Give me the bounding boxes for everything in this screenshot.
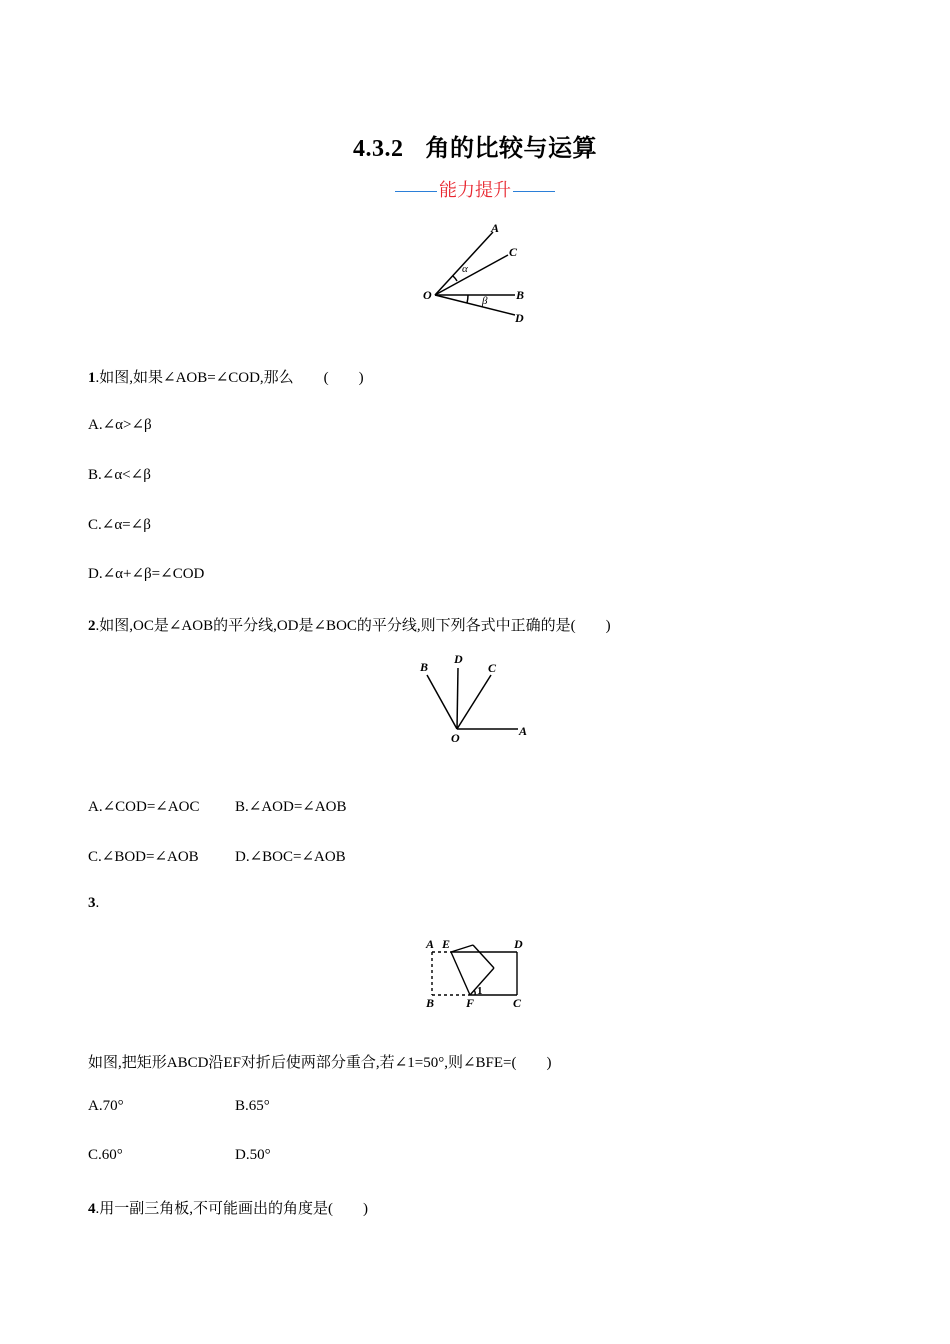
question-2-text: .如图,OC是∠AOB的平分线,OD是∠BOC的平分线,则下列各式中正确的是( ) bbox=[95, 618, 611, 634]
subtitle-right-rule bbox=[513, 191, 555, 192]
question-1-option-d: D.∠α+∠β=∠COD bbox=[88, 566, 205, 582]
question-1-text: .如图,如果∠AOB=∠COD,那么 ( ) bbox=[95, 370, 364, 386]
ray-OD bbox=[435, 295, 515, 315]
question-2-option-c: C.∠BOD=∠AOB bbox=[88, 849, 199, 865]
label-C: C bbox=[509, 245, 518, 259]
question-2-option-a: A.∠COD=∠AOC bbox=[88, 799, 200, 815]
label-B: B bbox=[516, 288, 525, 302]
ray-OC bbox=[435, 255, 508, 295]
label-A: A bbox=[491, 221, 500, 235]
subtitle-left-rule bbox=[395, 191, 437, 192]
label-beta: β bbox=[482, 295, 488, 307]
section-title: 角的比较与运算 bbox=[425, 134, 597, 162]
question-1-option-a: A.∠α>∠β bbox=[88, 417, 152, 433]
label-D: D bbox=[514, 937, 523, 951]
question-2-option-d: D.∠BOC=∠AOB bbox=[235, 849, 346, 865]
subtitle-text: 能力提升 bbox=[439, 180, 511, 201]
label-F: F bbox=[466, 996, 475, 1010]
question-2-option-b: B.∠AOD=∠AOB bbox=[235, 799, 347, 815]
ray-OC bbox=[457, 675, 491, 729]
label-C: C bbox=[513, 996, 522, 1010]
figure-1-angles bbox=[415, 218, 535, 328]
label-angle-1: 1 bbox=[477, 985, 483, 997]
question-3-dot: . bbox=[95, 895, 100, 911]
arc-beta bbox=[467, 295, 468, 303]
label-C: C bbox=[488, 661, 497, 675]
label-O: O bbox=[423, 288, 432, 302]
arc-angle-1 bbox=[474, 990, 475, 995]
label-A: A bbox=[426, 937, 435, 951]
question-3-number-line bbox=[88, 895, 99, 912]
figure-3-folded-rectangle bbox=[420, 932, 535, 1012]
question-4-stem bbox=[88, 1197, 368, 1218]
question-3-option-d: D.50° bbox=[235, 1147, 271, 1163]
label-B: B bbox=[420, 660, 429, 674]
question-3-option-c: C.60° bbox=[88, 1147, 123, 1163]
ray-OD bbox=[457, 668, 458, 729]
label-D: D bbox=[515, 311, 524, 325]
label-B: B bbox=[426, 996, 435, 1010]
label-O: O bbox=[451, 731, 460, 745]
section-subtitle bbox=[0, 176, 950, 202]
ray-OB bbox=[427, 675, 457, 729]
question-1-option-c: C.∠α=∠β bbox=[88, 517, 151, 533]
question-3-option-a: A.70° bbox=[88, 1098, 124, 1114]
label-A: A bbox=[519, 724, 528, 738]
label-alpha: α bbox=[462, 263, 468, 275]
question-4-text: .用一副三角板,不可能画出的角度是( ) bbox=[95, 1201, 368, 1217]
question-1-stem bbox=[88, 366, 364, 387]
section-number: 4.3.2 bbox=[353, 136, 404, 162]
question-1-number: 1 bbox=[88, 370, 96, 386]
question-4-number: 4 bbox=[88, 1201, 96, 1217]
folded-edge-1 bbox=[451, 945, 473, 952]
arc-alpha bbox=[453, 276, 457, 281]
question-2-stem bbox=[88, 614, 611, 635]
label-D: D bbox=[454, 652, 463, 666]
question-3-text: 如图,把矩形ABCD沿EF对折后使两部分重合,若∠1=50°,则∠BFE=( ) bbox=[88, 1055, 552, 1071]
label-E: E bbox=[442, 937, 451, 951]
question-3-option-b: B.65° bbox=[235, 1098, 270, 1114]
folded-edge-2 bbox=[473, 945, 494, 968]
fold-line-EF bbox=[451, 952, 470, 995]
page-title bbox=[0, 128, 950, 163]
question-3-number: 3 bbox=[88, 895, 96, 911]
question-1-option-b: B.∠α<∠β bbox=[88, 467, 151, 483]
figure-2-bisectors bbox=[412, 650, 542, 745]
question-2-number: 2 bbox=[88, 618, 96, 634]
